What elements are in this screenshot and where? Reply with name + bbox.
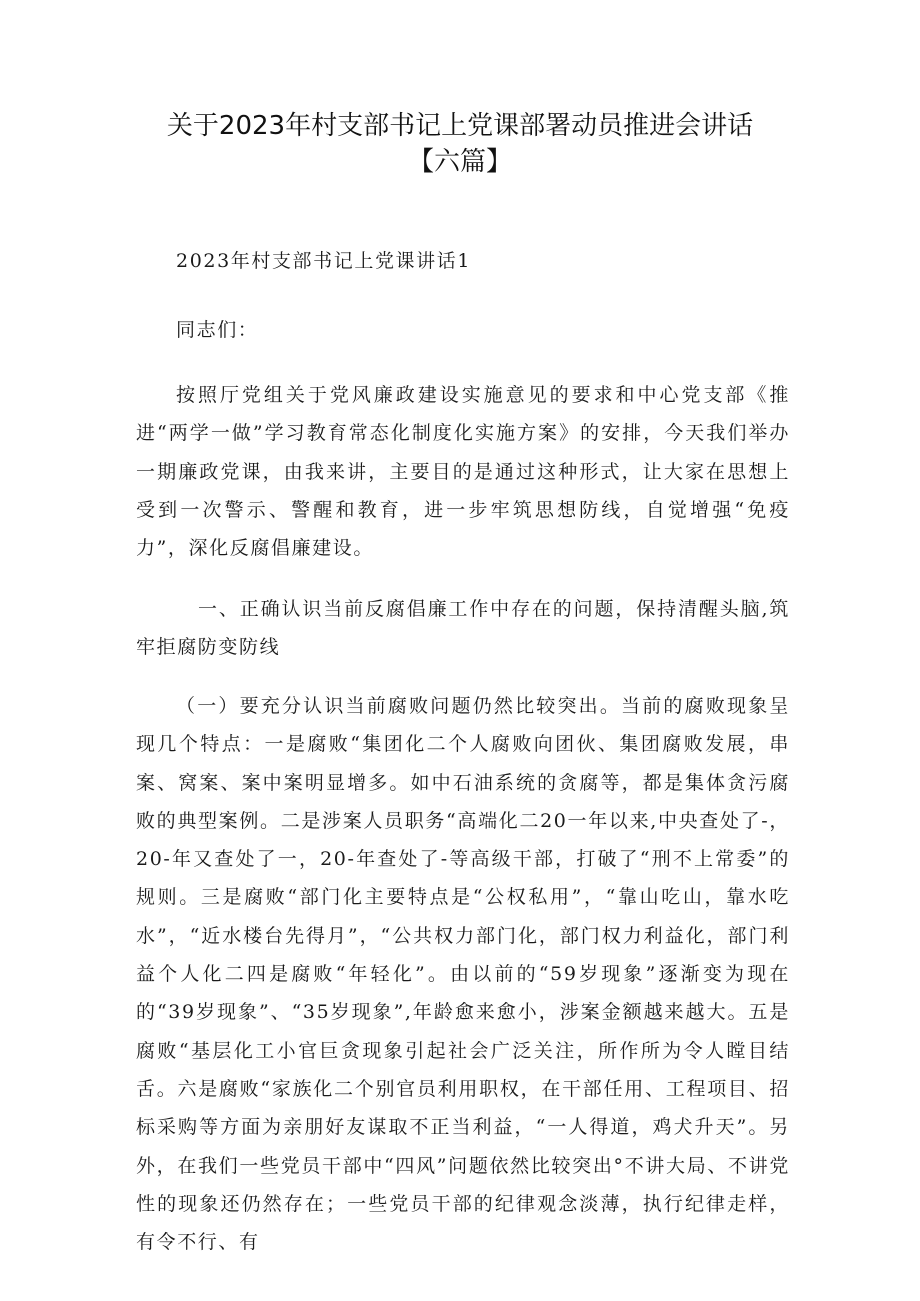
salutation: 同志们： [176,319,259,341]
title-line-2: 【六篇】 [407,147,512,177]
title-line-1: 关于2023年村支部书记上党课部署动员推进会讲话 [166,111,754,141]
section-heading-one: 一、正确认识当前反腐倡廉工作中存在的问题，保持清醒头脑,筑牢拒腐防变防线 [136,598,790,659]
section-subheading: 2023年村支部书记上党课讲话1 [176,250,472,272]
document-title [0,108,920,180]
paragraph-intro: 按照厅党组关于党风廉政建设实施意见的要求和中心党支部《推进“两学一做”学习教育常态化制度化实施方案》的安排，今天我们举办一期廉政党课，由我来讲，主要目的是通过这种形式，让大家在思想上受到一次警示、警醒和教育，进一步牢筑思想防线，自觉增强“免疫力”，深化反腐倡廉建设。 [136,384,790,560]
paragraph-corruption-features: （一）要充分认识当前腐败问题仍然比较突出。当前的腐败现象呈现几个特点：一是腐败“集团化二个人腐败向团伙、集团腐败发展，串案、窝案、案中案明显增多。如中石油系统的贪腐等，都是集体贪污腐败的典型案例。二是涉案人员职务“高端化二20一年以来,中央查处了-，20-年又查处了一，20-年查处了-等高级干部，打破了“刑不上常委”的规则。三是腐败“部门化主要特点是“公权私用”，“靠山吃山，靠水吃水”，“近水楼台先得月”，“公共权力部门化，部门权力利益化，部门利益个人化二四是腐败“年轻化”。由以前的“59岁现象”逐渐变为现在的“39岁现象”、“35岁现象”,年龄愈来愈小，涉案金额越来越大。五是腐败“基层化工小官巨贪现象引起社会广泛关注，所作所为令人瞠目结舌。六是腐败“家族化二个别官员利用职权，在干部任用、工程项目、招标采购等方面为亲朋好友谋取不正当利益，“一人得道，鸡犬升天”。另外，在我们一些党员干部中“四风”问题依然比较突出°不讲大局、不讲党性的现象还仍然存在；一些党员干部的纪律观念淡薄，执行纪律走样，有令不行、有 [136,695,790,1254]
